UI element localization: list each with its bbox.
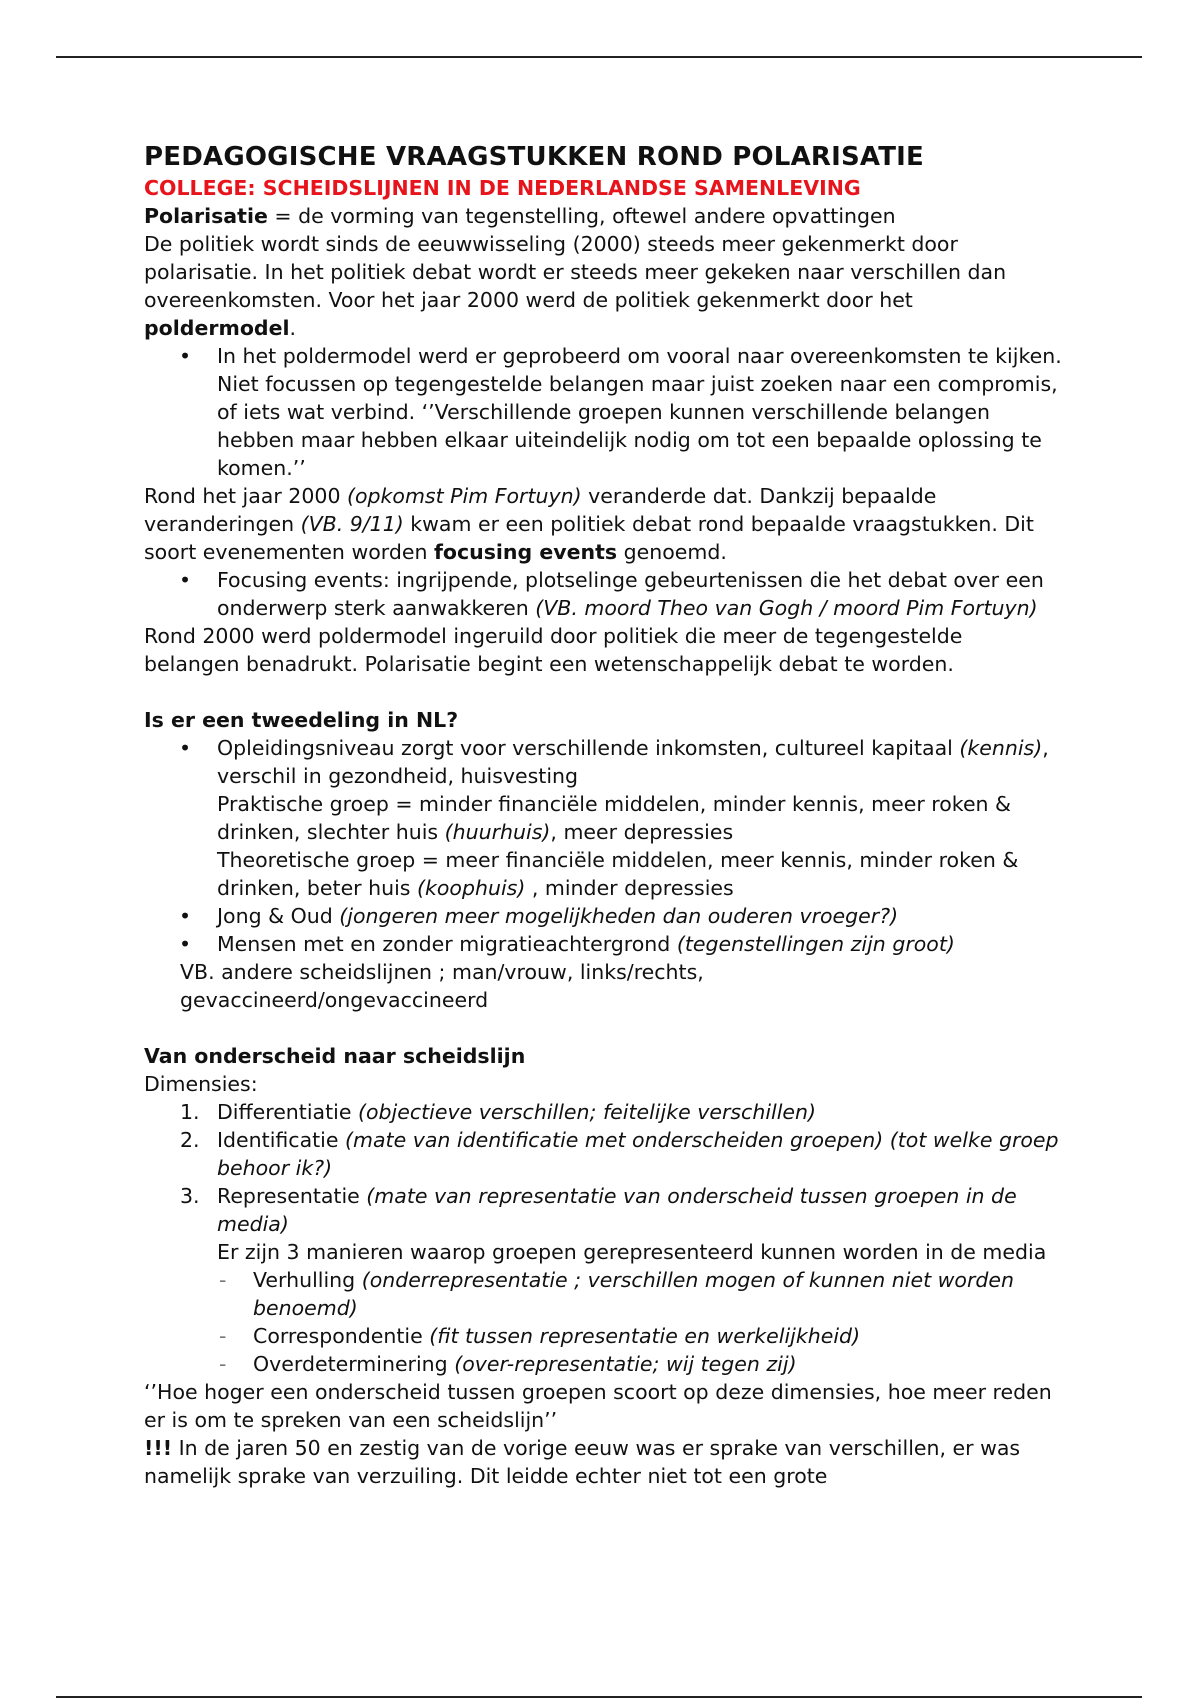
list-item: • Focusing events: ingrijpende, plotselinge gebeurtenissen die het debat over een onderwerp sterk aanwakkeren (VB. moord Theo van Gogh / moord Pim Fortuyn) bbox=[144, 566, 1064, 622]
list-item: 2. Identificatie (mate van identificatie met onderscheiden groepen) (tot welke groep behoor ik?) bbox=[180, 1128, 1059, 1180]
list-item: - Overdeterminering (over-representatie; wij tegen zij) bbox=[217, 1350, 1064, 1378]
final-paragraph: !!! In de jaren 50 en zestig van de vorige eeuw was er sprake van verschillen, er was namelijk sprake van verzuiling. Dit leidde echter niet tot een grote bbox=[144, 1436, 1021, 1488]
spacer bbox=[144, 1014, 1064, 1042]
attention-marker: !!! bbox=[144, 1436, 173, 1460]
list-item: • In het poldermodel werd er geprobeerd om vooral naar overeenkomsten te kijken. Niet focussen op tegengestelde belangen maar juist zoeken naar een compromis, of iets wat verbind. ‘’Verschillende groepen kunnen verschillende belangen hebben maar hebben elkaar uiteindelijk nodig om tot een bepaalde oplossing te komen.’’ bbox=[144, 342, 1064, 482]
manieren-text: Er zijn 3 manieren waarop groepen gerepresenteerd kunnen worden in de media bbox=[217, 1240, 1047, 1264]
polarisatie-term: Polarisatie bbox=[144, 204, 268, 228]
scheidslijn-quote: ‘’Hoe hoger een onderscheid tussen groepen scoort op deze dimensies, hoe meer reden er is om te spreken van een scheidslijn’’ bbox=[144, 1380, 1052, 1432]
tweedeling-list bbox=[144, 734, 1064, 958]
poldermodel-list bbox=[144, 342, 1064, 482]
dimensions-list bbox=[144, 1098, 1064, 1378]
spacer bbox=[144, 678, 1064, 706]
list-item: • Opleidingsniveau zorgt voor verschillende inkomsten, cultureel kapitaal (kennis), verschil in gezondheid, huisvesting Praktische groep = minder financiële middelen, minder kennis, meer roken & drinken, slechter huis (huurhuis), meer depressies Theoretische groep = meer financiële middelen, meer kennis, minder roken & drinken, beter huis (koophuis) , minder depressies bbox=[144, 734, 1064, 902]
list-item: 3. Representatie (mate van representatie van onderscheid tussen groepen in de media) Er zijn 3 manieren waarop groepen gerepresenteerd kunnen worden in de media - Verhulling (onderrepresentatie ; verschillen mogen of kunnen niet worden benoemd) - Correspondentie (fit tussen representatie en werkelijkheid) - Overdeterminering (over-representatie; wij tegen zij) bbox=[144, 1182, 1064, 1378]
page-title: PEDAGOGISCHE VRAAGSTUKKEN ROND POLARISATIE bbox=[144, 142, 924, 172]
dimensies-label: Dimensies: bbox=[144, 1072, 258, 1096]
rond2000-end-paragraph: Rond 2000 werd poldermodel ingeruild door politiek die meer de tegengestelde belangen benadrukt. Polarisatie begint een wetenschappelijk debat te worden. bbox=[144, 624, 963, 676]
representation-types-list bbox=[217, 1266, 1064, 1378]
polarisatie-definition: Polarisatie = de vorming van tegenstelling, oftewel andere opvattingen bbox=[144, 204, 896, 228]
page-subtitle: COLLEGE: SCHEIDSLIJNEN IN DE NEDERLANDSE SAMENLEVING bbox=[144, 176, 861, 200]
rond2000-paragraph: Rond het jaar 2000 (opkomst Pim Fortuyn) veranderde dat. Dankzij bepaalde veranderingen (VB. 9/11) kwam er een politiek debat rond bepaalde vraagstukken. Dit soort evenementen worden focusing events genoemd. bbox=[144, 484, 1034, 564]
header-rule bbox=[56, 56, 1142, 58]
focusing-list bbox=[144, 566, 1064, 622]
footer-rule bbox=[56, 1696, 1142, 1698]
document-body bbox=[144, 140, 1064, 1490]
section-heading-tweedeling: Is er een tweedeling in NL? bbox=[144, 708, 459, 732]
list-item: 1. Differentiatie (objectieve verschillen; feitelijke verschillen) bbox=[180, 1100, 817, 1124]
other-divides-note: VB. andere scheidslijnen ; man/vrouw, links/rechts, gevaccineerd/ongevaccineerd bbox=[180, 960, 704, 1012]
list-item: • Jong & Oud (jongeren meer mogelijkheden dan ouderen vroeger?) bbox=[144, 902, 1064, 930]
list-item: • Mensen met en zonder migratieachtergrond (tegenstellingen zijn groot) bbox=[144, 930, 1064, 958]
list-item: - Correspondentie (fit tussen representatie en werkelijkheid) bbox=[217, 1322, 1064, 1350]
intro-paragraph: De politiek wordt sinds de eeuwwisseling (2000) steeds meer gekenmerkt door polarisatie. In het politiek debat wordt er steeds meer gekeken naar verschillen dan overeenkomsten. Voor het jaar 2000 werd de politiek gekenmerkt door het poldermodel. bbox=[144, 232, 1007, 340]
section-heading-scheidslijn: Van onderscheid naar scheidslijn bbox=[144, 1044, 526, 1068]
list-item: - Verhulling (onderrepresentatie ; verschillen mogen of kunnen niet worden benoemd) bbox=[217, 1266, 1064, 1322]
